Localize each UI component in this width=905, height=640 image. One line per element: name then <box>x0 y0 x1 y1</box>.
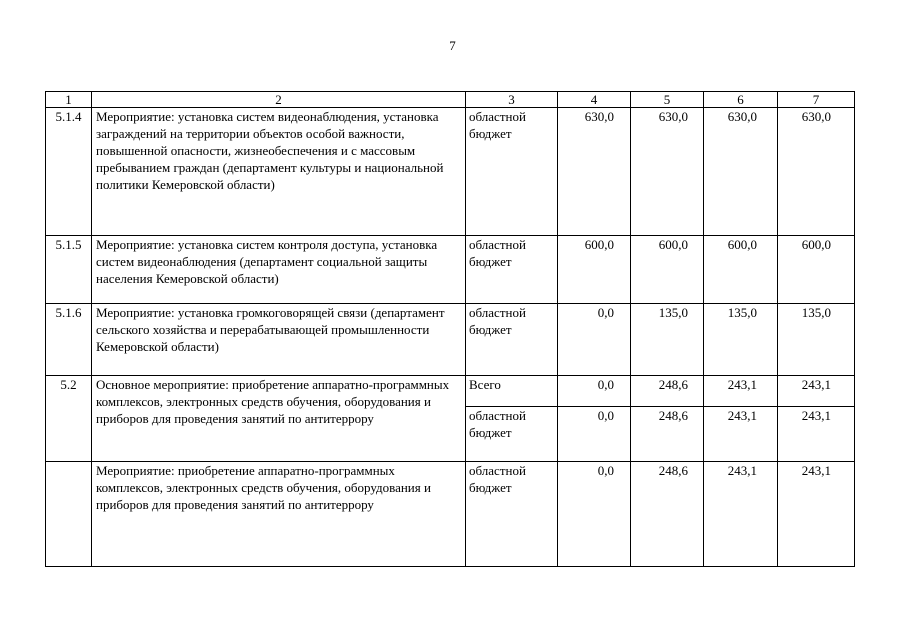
row-description: Мероприятие: установка систем контроля доступа, установка систем видеонаблюдения (департамент социальной защиты населения Кемеровской области) <box>92 236 466 304</box>
header-cell: 2 <box>92 92 466 108</box>
row-value-6: 243,1 <box>704 407 778 462</box>
row-source: областной бюджет <box>466 236 558 304</box>
row-value-5: 248,6 <box>631 407 704 462</box>
row-value-7: 243,1 <box>778 407 855 462</box>
row-value-7: 600,0 <box>778 236 855 304</box>
row-number: 5.1.5 <box>46 236 92 304</box>
row-value-4: 600,0 <box>558 236 631 304</box>
row-value-4: 0,0 <box>558 462 631 567</box>
row-value-6: 630,0 <box>704 108 778 236</box>
header-cell: 4 <box>558 92 631 108</box>
page-number: 7 <box>449 38 456 53</box>
row-value-4: 630,0 <box>558 108 631 236</box>
row-value-5: 630,0 <box>631 108 704 236</box>
row-number: 5.1.4 <box>46 108 92 236</box>
row-value-4: 0,0 <box>558 304 631 376</box>
header-cell: 5 <box>631 92 704 108</box>
row-number <box>46 462 92 567</box>
header-cell: 1 <box>46 92 92 108</box>
row-source: областной бюджет <box>466 304 558 376</box>
row-source: областной бюджет <box>466 462 558 567</box>
row-description: Основное мероприятие: приобретение аппаратно-программных комплексов, электронных средств обучения, оборудования и приборов для проведения занятий по антитеррору <box>92 376 466 462</box>
table-header-row <box>46 92 855 108</box>
row-description: Мероприятие: установка громкоговорящей связи (департамент сельского хозяйства и перерабатывающей промышленности Кемеровской области) <box>92 304 466 376</box>
header-cell: 6 <box>704 92 778 108</box>
row-value-7: 135,0 <box>778 304 855 376</box>
row-value-4: 0,0 <box>558 407 631 462</box>
table-row <box>46 304 855 376</box>
row-value-7: 630,0 <box>778 108 855 236</box>
row-description: Мероприятие: приобретение аппаратно-программных комплексов, электронных средств обучения, оборудования и приборов для проведения занятий по антитеррору <box>92 462 466 567</box>
table-row <box>46 108 855 236</box>
row-value-6: 600,0 <box>704 236 778 304</box>
row-value-6: 135,0 <box>704 304 778 376</box>
row-value-6: 243,1 <box>704 376 778 407</box>
row-value-7: 243,1 <box>778 462 855 567</box>
row-value-7: 243,1 <box>778 376 855 407</box>
row-value-4: 0,0 <box>558 376 631 407</box>
row-source: Всего <box>466 376 558 407</box>
row-value-5: 248,6 <box>631 376 704 407</box>
row-source: областной бюджет <box>466 407 558 462</box>
budget-table <box>45 91 855 567</box>
row-value-5: 135,0 <box>631 304 704 376</box>
row-number: 5.1.6 <box>46 304 92 376</box>
row-source: областной бюджет <box>466 108 558 236</box>
row-number: 5.2 <box>46 376 92 462</box>
table-row <box>46 376 855 407</box>
row-value-6: 243,1 <box>704 462 778 567</box>
header-cell: 7 <box>778 92 855 108</box>
row-value-5: 248,6 <box>631 462 704 567</box>
row-description: Мероприятие: установка систем видеонаблюдения, установка заграждений на территории объектов особой важности, повышенной опасности, жизнеобеспечения и с массовым пребыванием граждан (департамент культуры и национальной политики Кемеровской области) <box>92 108 466 236</box>
table-row <box>46 462 855 567</box>
row-value-5: 600,0 <box>631 236 704 304</box>
header-cell: 3 <box>466 92 558 108</box>
table-row <box>46 236 855 304</box>
